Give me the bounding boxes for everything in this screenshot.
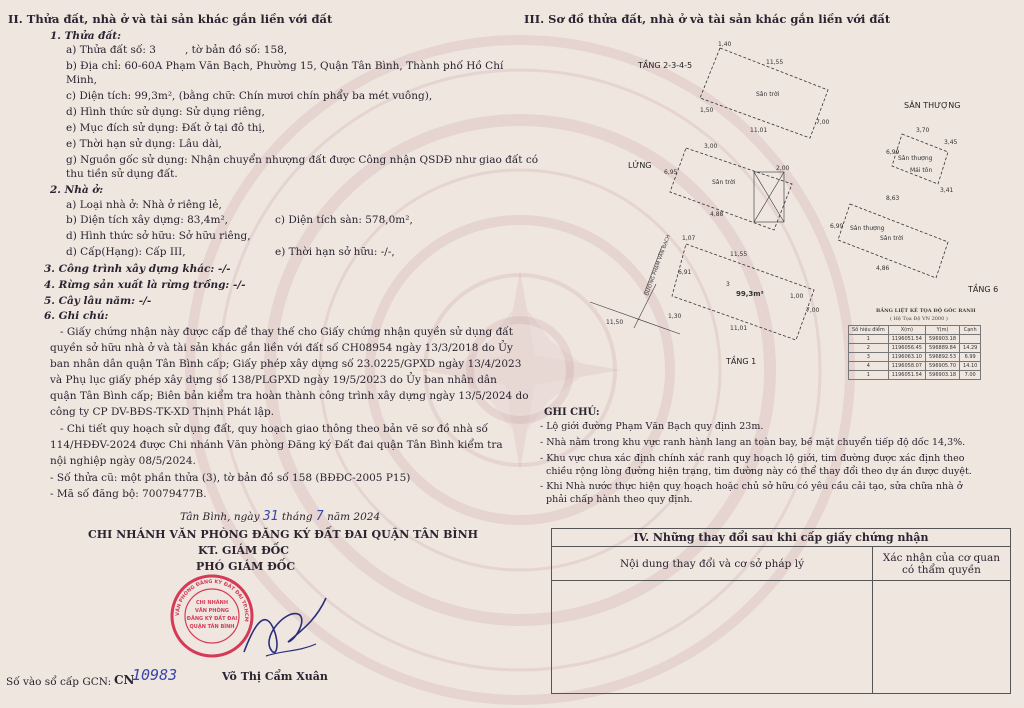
stamp-line-1: CHI NHÁNH bbox=[195, 600, 229, 606]
perennial-trees: 5. Cây lâu năm: -/- bbox=[44, 295, 152, 307]
sign-date bbox=[180, 510, 380, 524]
room-label: Sân trời bbox=[712, 179, 736, 186]
room-label: Sân thượng bbox=[898, 155, 933, 162]
diagram-note: - Khu vực chưa xác định chính xác ranh quy hoạch lộ giới, tim đường được xác định theo bbox=[540, 453, 965, 464]
dim-label: 6,99 bbox=[830, 223, 844, 230]
section-2-title: II. Thửa đất, nhà ở và tài sản khác gắn liền với đất bbox=[8, 12, 333, 26]
changes-col-confirm bbox=[873, 547, 1011, 581]
diagram-note: phải chấp hành theo quy định. bbox=[546, 494, 693, 505]
changes-content-cell bbox=[552, 581, 873, 694]
changes-table bbox=[551, 528, 1011, 694]
diagram-note: - Lộ giới đường Phạm Văn Bạch quy định 23m. bbox=[540, 421, 764, 432]
floor-label-upper: TẦNG 2-3-4-5 bbox=[638, 61, 693, 70]
land-heading: 1. Thửa đất: bbox=[50, 30, 122, 42]
land-use-term: e) Thời hạn sử dụng: Lâu dài, bbox=[66, 138, 222, 150]
note-line: nội nghiệp ngày 08/5/2024. bbox=[50, 455, 196, 467]
note-line: quận Tân Bình cấp; Biên bản kiểm tra hoàn thành công trình xây dựng ngày 13/5/2024 do bbox=[50, 390, 529, 402]
dim-label: 11,50 bbox=[606, 319, 624, 326]
dim-label: 11,01 bbox=[750, 127, 768, 134]
house-grade: d) Cấp(Hạng): Cấp III, bbox=[66, 246, 186, 258]
note-line: - Số thửa cũ: một phần thửa (3), tờ bản đồ số 158 (BĐĐC-2005 P15) bbox=[50, 472, 411, 484]
land-address-cont: Minh, bbox=[66, 74, 97, 86]
stamp-line-2: VĂN PHÒNG bbox=[194, 608, 230, 614]
diagram-note: - Nhà nằm trong khu vực ranh hành lang an toàn bay, bề mặt chuyển tiếp độ dốc 14,3%. bbox=[540, 437, 966, 448]
note-line: công ty CP DV-BĐS-TK-XD Thịnh Phát lập. bbox=[50, 406, 275, 418]
road-line bbox=[590, 302, 680, 334]
coord-header: X(m) bbox=[888, 326, 925, 335]
house-floor-area: c) Diện tích sàn: 578,0m², bbox=[275, 214, 413, 226]
floor-plan-diagram bbox=[560, 34, 1020, 364]
sign-month: 7 bbox=[315, 509, 324, 524]
sign-year: năm 2024 bbox=[327, 511, 381, 523]
section-4-title: IV. Những thay đổi sau khi cấp giấy chứng nhận bbox=[552, 529, 1011, 547]
dim-label: 3,41 bbox=[940, 187, 954, 194]
house-ownership-form: d) Hình thức sở hữu: Sở hữu riêng, bbox=[66, 230, 251, 242]
dim-label: 3,00 bbox=[704, 143, 718, 150]
note-line: - Mã số đăng bộ: 70079477B. bbox=[50, 488, 207, 500]
changes-title-row bbox=[552, 529, 1011, 547]
coord-row: 2 1196056.45 596889.84 14.29 bbox=[849, 344, 981, 353]
dim-label: 6,91 bbox=[678, 269, 692, 276]
dim-label: 6,95 bbox=[664, 169, 678, 176]
coord-header-row bbox=[849, 326, 981, 335]
street-label: ĐƯỜNG PHẠM VĂN BẠCH bbox=[644, 234, 672, 297]
coord-header: Cạnh bbox=[960, 326, 981, 335]
floor-label-roof: SÂN THƯỢNG bbox=[904, 101, 961, 110]
dim-label: 3,45 bbox=[944, 139, 958, 146]
area-label: 99,3m² bbox=[736, 290, 764, 298]
dim-label: 7,00 bbox=[806, 307, 820, 314]
section-3-title: III. Sơ đồ thửa đất, nhà ở và tài sản khác gắn liền với đất bbox=[524, 12, 891, 26]
lot-label: 3 bbox=[726, 281, 730, 288]
land-parcel-number: a) Thửa đất số: 3 bbox=[66, 44, 156, 56]
dim-label: 11,55 bbox=[766, 59, 784, 66]
serial-label: Số vào sổ cấp GCN: bbox=[6, 676, 112, 688]
house-ownership-term: e) Thời hạn sở hữu: -/-, bbox=[275, 246, 395, 258]
note-line: và Phụ lục giấy phép xây dựng số 138/PLGPXD ngày 19/5/2023 do Ủy ban nhân dân bbox=[50, 374, 497, 386]
land-origin-cont: thu tiền sử dụng đất. bbox=[66, 168, 178, 180]
coord-header: Y(m) bbox=[925, 326, 959, 335]
stamp-ring-text: VĂN PHÒNG ĐĂNG KÝ ĐẤT ĐAI TP.HCM bbox=[174, 578, 250, 622]
planted-forest: 4. Rừng sản xuất là rừng trồng: -/- bbox=[44, 279, 246, 291]
house-build-area: b) Diện tích xây dựng: 83,4m², bbox=[66, 214, 228, 226]
note-line: ban nhân dân quận Tân Bình cấp; Giấy phép xây dựng số 23.0225/GPXD ngày 13/4/2023 bbox=[50, 358, 522, 370]
sign-date-prefix: Tân Bình, ngày bbox=[180, 511, 260, 523]
land-map-sheet: , tờ bản đồ số: 158, bbox=[185, 44, 288, 56]
floor-label-mezz: LỬNG bbox=[628, 161, 652, 170]
dim-label: 1,50 bbox=[700, 107, 714, 114]
coord-row: 3 1196063.10 596892.53 6.99 bbox=[849, 353, 981, 362]
other-construction: 3. Công trình xây dựng khác: -/- bbox=[44, 263, 231, 275]
land-address: b) Địa chỉ: 60-60A Phạm Văn Bạch, Phường 15, Quận Tân Bình, Thành phố Hồ Chí bbox=[66, 60, 504, 72]
room-label: Mái tôn bbox=[910, 167, 933, 174]
dim-label: 11,01 bbox=[730, 325, 748, 332]
sign-month-label: tháng bbox=[281, 511, 313, 523]
room-label: Sân thượng bbox=[850, 225, 885, 232]
serial-number: 10983 bbox=[132, 666, 178, 684]
coord-table bbox=[848, 325, 981, 380]
dim-label: 1,40 bbox=[718, 41, 732, 48]
dim-label: 2,00 bbox=[776, 165, 790, 172]
notes-heading: 6. Ghi chú: bbox=[44, 310, 109, 322]
serial-prefix: CN bbox=[114, 673, 135, 687]
note-line: quyền sở hữu nhà ở và tài sản khác gắn liền với đất số CH08954 ngày 13/3/2018 do Ủy bbox=[50, 342, 513, 354]
coord-table-subtitle: ( Hệ Tọa Độ VN 2000 ) bbox=[890, 316, 948, 322]
coord-row: 4 1196058.07 596905.70 14.10 bbox=[849, 362, 981, 371]
dim-label: 8,63 bbox=[886, 195, 900, 202]
dim-label: 1,07 bbox=[682, 235, 696, 242]
deputy-title-2: PHÓ GIÁM ĐỐC bbox=[196, 560, 296, 573]
coord-row: 1 1196051.54 596903.18 7.00 bbox=[849, 371, 981, 380]
land-use-purpose: e) Mục đích sử dụng: Đất ở tại đô thị, bbox=[66, 122, 266, 134]
changes-col-content: Nội dung thay đổi và cơ sở pháp lý bbox=[552, 547, 873, 581]
floor-label-6: TẦNG 6 bbox=[968, 285, 999, 294]
dim-label: 1,30 bbox=[668, 313, 682, 320]
note-line: 114/HĐĐV-2024 được Chi nhánh Văn phòng Đăng ký Đất đai quận Tân Bình kiểm tra bbox=[50, 439, 503, 451]
land-use-form: d) Hình thức sử dụng: Sử dụng riêng, bbox=[66, 106, 265, 118]
note-line: - Chi tiết quy hoạch sử dụng đất, quy hoạch giao thông theo bản vẽ sơ đồ nhà số bbox=[60, 423, 488, 435]
room-label: Sân trời bbox=[880, 235, 904, 242]
signature bbox=[236, 590, 332, 670]
floor-label-1: TẦNG 1 bbox=[726, 357, 757, 364]
diagram-notes-title: GHI CHÚ: bbox=[544, 407, 600, 418]
dim-label: 6,99 bbox=[886, 149, 900, 156]
coord-table-title: BẢNG LIỆT KÊ TỌA ĐỘ GÓC RANH bbox=[876, 308, 976, 314]
changes-header-row bbox=[552, 547, 1011, 581]
coord-row: 1 1196051.54 596903.18 bbox=[849, 335, 981, 344]
coord-header: Số hiệu điểm bbox=[849, 326, 889, 335]
dim-label: 4,88 bbox=[710, 211, 724, 218]
room-label: Sân trời bbox=[756, 91, 780, 98]
signer-name: Võ Thị Cẩm Xuân bbox=[222, 670, 328, 683]
changes-col-confirm-line1: Xác nhận của cơ quan bbox=[882, 551, 1001, 564]
dim-label: 11,55 bbox=[730, 251, 748, 258]
changes-empty-row bbox=[552, 581, 1011, 694]
dim-label: 3,70 bbox=[916, 127, 930, 134]
dim-label: 1,00 bbox=[790, 293, 804, 300]
diagram-note: - Khi Nhà nước thực hiện quy hoạch hoặc chủ sở hữu có yêu cầu cải tạo, sửa chữa nhà ở bbox=[540, 481, 963, 492]
stamp-line-4: QUẬN TÂN BÌNH bbox=[189, 624, 235, 630]
deputy-title-1: KT. GIÁM ĐỐC bbox=[198, 544, 290, 557]
changes-confirm-cell bbox=[873, 581, 1011, 694]
land-area: c) Diện tích: 99,3m², (bằng chữ: Chín mươi chín phẩy ba mét vuông), bbox=[66, 90, 433, 102]
stamp-line-3: ĐĂNG KÝ ĐẤT ĐAI bbox=[186, 616, 238, 622]
house-type: a) Loại nhà ở: Nhà ở riêng lẻ, bbox=[66, 199, 222, 211]
dim-label: 4,86 bbox=[876, 265, 890, 272]
diagram-note: chiều rộng lòng đường hiện trạng, tim đường này có thể thay đổi theo dự án được duyệt. bbox=[546, 466, 972, 477]
office-name: CHI NHÁNH VĂN PHÒNG ĐĂNG KÝ ĐẤT ĐAI QUẬN TÂN BÌNH bbox=[88, 528, 479, 541]
land-origin: g) Nguồn gốc sử dụng: Nhận chuyển nhượng đất được Công nhận QSDĐ như giao đất có bbox=[66, 154, 539, 166]
dim-label: 7,00 bbox=[816, 119, 830, 126]
note-line: - Giấy chứng nhận này được cấp để thay thế cho Giấy chứng nhận quyền sử dụng đất bbox=[60, 326, 513, 338]
changes-col-confirm-line2: có thẩm quyền bbox=[902, 563, 981, 576]
sign-day: 31 bbox=[262, 509, 279, 524]
house-heading: 2. Nhà ở: bbox=[50, 184, 104, 196]
